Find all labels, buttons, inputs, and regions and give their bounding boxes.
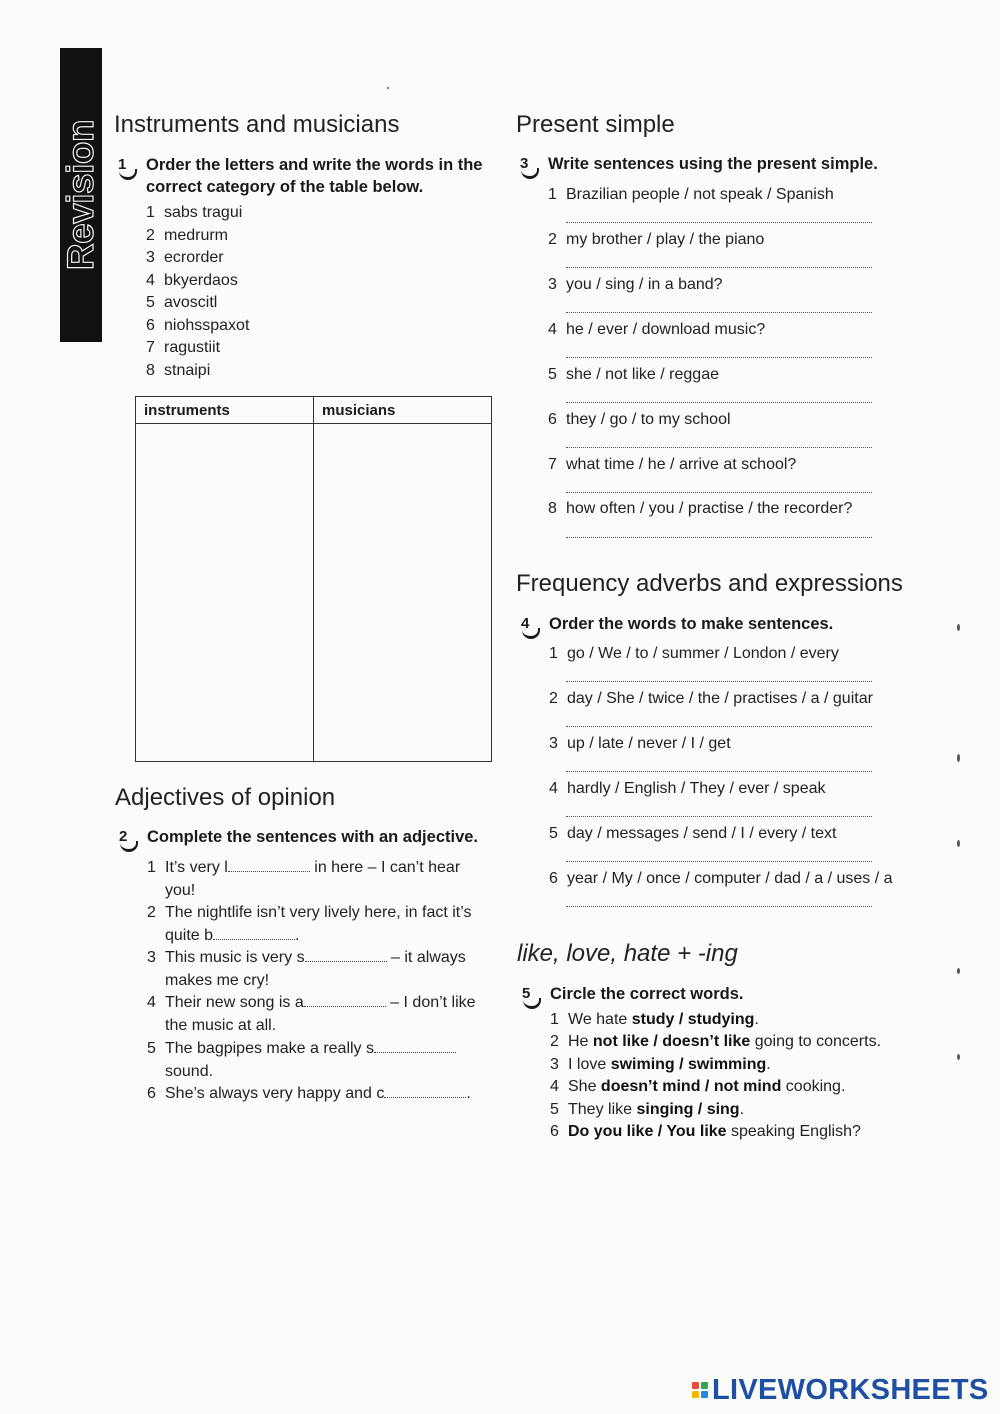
instruments-column-input[interactable]: [136, 424, 314, 762]
list-item: 2 my brother / play / the piano: [548, 231, 765, 248]
list-item: 3 I love swiming / swimming.: [550, 1056, 771, 1073]
answer-line[interactable]: [566, 267, 872, 268]
exercise-5-instruction: 5 Circle the correct words.: [522, 985, 744, 1003]
exercise-2-number: 2: [119, 826, 127, 848]
list-item: 2 day / She / twice / the / practises / a / guitar: [549, 690, 873, 707]
section-title-frequency-adverbs: Frequency adverbs and expressions: [516, 570, 903, 597]
revision-side-tab: [60, 48, 102, 342]
list-item: 6 they / go / to my school: [548, 411, 731, 428]
exercise-1-number: 1: [118, 154, 126, 176]
answer-line[interactable]: [566, 681, 872, 682]
musicians-column-input[interactable]: [314, 424, 492, 762]
answer-blank[interactable]: [305, 947, 387, 962]
answer-line[interactable]: [566, 906, 872, 907]
exercise-2-instruction: 2 Complete the sentences with an adjective.: [119, 828, 479, 846]
section-title-like-love-hate: like, love, hate + -ing: [517, 940, 738, 967]
word-choice[interactable]: study / studying: [631, 1011, 755, 1028]
list-item: 3 This music is very s – it always makes me cry!: [147, 949, 466, 989]
answer-blank[interactable]: [304, 992, 386, 1007]
scan-speck: [957, 754, 960, 762]
exercise-1-instruction: 1 Order the letters and write the words in the correct category of the table below.: [118, 156, 483, 196]
word-choice[interactable]: not like / doesn’t like: [592, 1033, 751, 1050]
list-item: 4 bkyerdaos: [146, 271, 238, 289]
list-item: 8 stnaipi: [146, 361, 211, 379]
exercise-3-number: 3: [520, 153, 528, 175]
list-item: 2 He not like / doesn’t like going to concerts.: [550, 1033, 882, 1050]
word-choice[interactable]: singing / sing: [636, 1101, 740, 1118]
table-header-musicians: musicians: [314, 397, 492, 424]
exercise-3-instruction: 3 Write sentences using the present simple.: [520, 155, 878, 173]
list-item: 7 what time / he / arrive at school?: [548, 456, 797, 473]
list-item: 4 She doesn’t mind / not mind cooking.: [550, 1078, 846, 1095]
answer-line[interactable]: [566, 492, 872, 493]
list-item: 2 medrurm: [146, 226, 229, 244]
list-item: 4 hardly / English / They / ever / speak: [549, 780, 826, 797]
scan-speck: [957, 968, 960, 974]
exercise-5-number: 5: [522, 983, 530, 1005]
list-item: 3 you / sing / in a band?: [548, 276, 723, 293]
list-item: 4 Their new song is a – I don’t like the music at all.: [147, 994, 476, 1034]
list-item: 7 ragustiit: [146, 339, 221, 356]
list-item: 5 day / messages / send / I / every / text: [549, 825, 837, 842]
logo-grid-icon: [692, 1382, 708, 1398]
list-item: 6 She’s always very happy and c .: [147, 1085, 471, 1102]
list-item: 5 she / not like / reggae: [548, 366, 719, 383]
answer-line[interactable]: [566, 312, 872, 313]
answer-line[interactable]: [566, 537, 872, 538]
answer-line[interactable]: [566, 861, 872, 862]
exercise-4-number: 4: [521, 613, 529, 635]
scan-speck: [387, 87, 389, 89]
list-item: 6 niohsspaxot: [146, 316, 250, 334]
answer-blank[interactable]: [374, 1038, 456, 1053]
scan-speck: [957, 624, 960, 631]
list-item: 8 how often / you / practise / the recorder?: [548, 500, 853, 517]
list-item: 1 go / We / to / summer / London / every: [549, 645, 839, 662]
section-title-adjectives: Adjectives of opinion: [115, 784, 336, 811]
scan-speck: [957, 840, 960, 847]
answer-blank[interactable]: [213, 925, 295, 940]
answer-blank[interactable]: [384, 1083, 466, 1098]
answer-line[interactable]: [566, 357, 872, 358]
list-item: 1 Brazilian people / not speak / Spanish: [548, 186, 834, 203]
word-choice[interactable]: swiming / swimming: [610, 1056, 767, 1073]
exercise-4-instruction: 4 Order the words to make sentences.: [521, 615, 834, 633]
answer-line[interactable]: [566, 447, 872, 448]
list-item: 1 We hate study / studying.: [550, 1011, 759, 1028]
list-item: 3 ecrorder: [146, 249, 224, 266]
list-item: 3 up / late / never / I / get: [549, 735, 731, 752]
list-item: 1 It’s very l in here – I can’t hear you!: [147, 859, 461, 899]
word-choice[interactable]: doesn’t mind / not mind: [600, 1078, 782, 1095]
answer-line[interactable]: [566, 222, 872, 223]
word-choice[interactable]: Do you like / You like: [568, 1123, 727, 1140]
answer-line[interactable]: [566, 726, 872, 727]
list-item: 5 The bagpipes make a really s sound.: [147, 1038, 492, 1083]
answer-line[interactable]: [566, 771, 872, 772]
answer-line[interactable]: [566, 816, 872, 817]
logo-text: LIVEWORKSHEETS: [712, 1373, 989, 1406]
scan-speck: [957, 1054, 960, 1060]
list-item: 6 Do you like / You like speaking English?: [550, 1123, 861, 1140]
list-item: 5 avoscitl: [146, 294, 218, 311]
list-item: 2 The nightlife isn’t very lively here, in fact it’s quite b .: [147, 904, 472, 944]
answer-line[interactable]: [566, 402, 872, 403]
table-header-instruments: instruments: [136, 397, 314, 424]
liveworksheets-logo: [692, 1373, 989, 1407]
scrambled-word-list: [146, 202, 249, 382]
revision-label: Revision: [60, 119, 101, 271]
list-item: 4 he / ever / download music?: [548, 321, 766, 338]
list-item: 6 year / My / once / computer / dad / a / uses / a: [549, 870, 893, 887]
list-item: 1 sabs tragui: [146, 204, 243, 221]
answer-blank[interactable]: [228, 857, 310, 872]
category-table: [135, 396, 492, 762]
section-title-instruments: Instruments and musicians: [114, 111, 400, 138]
section-title-present-simple: Present simple: [516, 111, 675, 138]
list-item: 5 They like singing / sing.: [550, 1101, 745, 1118]
